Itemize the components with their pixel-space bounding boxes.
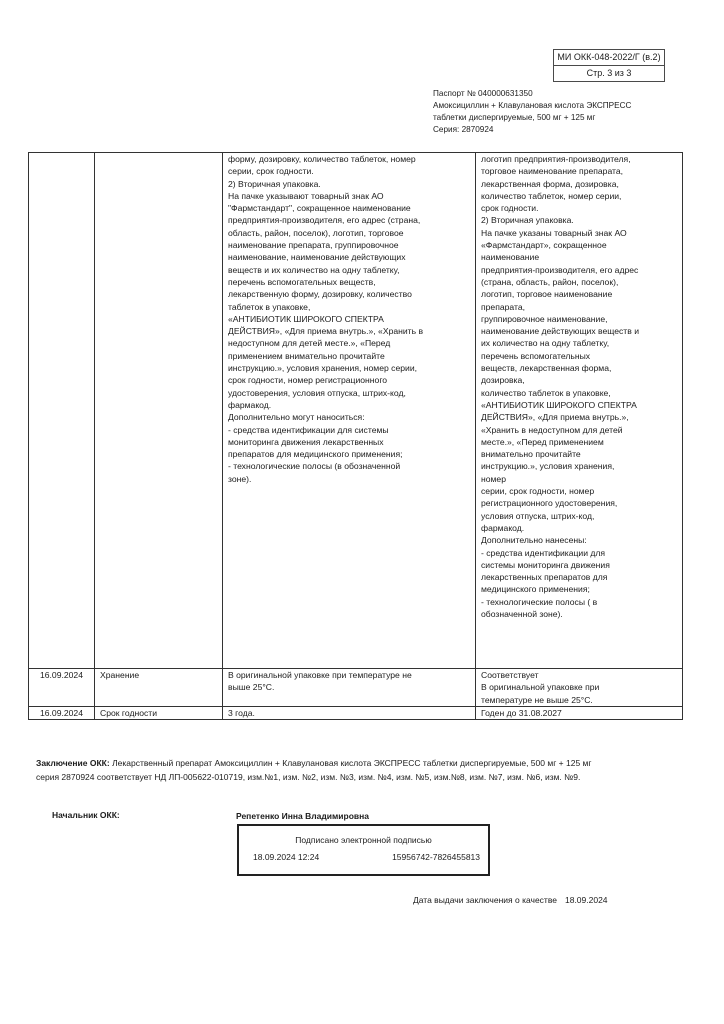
- product-form: таблетки диспергируемые, 500 мг + 125 мг: [433, 113, 596, 122]
- signature-title: Подписано электронной подписью: [295, 835, 432, 845]
- product-series: Серия: 2870924: [433, 125, 494, 134]
- page-number: Стр. 3 из 3: [586, 68, 632, 78]
- conclusion-text: Лекарственный препарат Амоксициллин + Клавулановая кислота ЭКСПРЕСС таблетки диспергируемые, 500 мг + 125 мг серия 2870924 соответствует НД ЛП-005622-010719, изм.№1, изм. №2, изм. №3, изм. №4, изм. №5, изм.№8, изм. №7, изм. №6, изм. №9.: [36, 758, 592, 782]
- row-result: Годен до 31.08.2027: [476, 706, 683, 719]
- issue-label: Дата выдачи заключения о качестве: [413, 895, 557, 905]
- row-result: логотип предприятия-производителя, торговое наименование препарата, лекарственная форма, дозировка, количество таблеток, номер серии, срок годности. 2) Вторичная упаковка. На пачке указаны товарный знак АО «Фармстандарт», сокращенное наименование предприятия-производителя, его адрес (страна, область, район, поселок), логотип, торговое наименование препарата, группировочное наименование, наименование действующих веществ и их количество на одну таблетку, перечень вспомогательных веществ, лекарственная форма, дозировка, количество таблеток в упаковке, «АНТИБИОТИК ШИРОКОГО СПЕКТРА ДЕЙСТВИЯ», «Для приема внутрь.», «Хранить в недоступном для детей месте.», «Перед применением внимательно прочитайте инструкцию.», условия хранения, номер серии, срок годности, номер регистрационного удостоверения, условия отпуска, штрих-код, фармакод. Дополнительно нанесены: - средства идентификации для системы мониторинга движения лекарственных препаратов для медицинского применения; - технологические полосы ( в обозначенной зоне).: [476, 153, 683, 669]
- table-row: [29, 669, 683, 707]
- chief-name: Репетенко Инна Владимировна: [236, 811, 369, 821]
- document-code: МИ ОКК-048-2022/Г (в.2): [554, 50, 664, 66]
- conclusion: [36, 757, 596, 784]
- row-date: [29, 153, 95, 669]
- product-name: Амоксициллин + Клавулановая кислота ЭКСПРЕСС: [433, 101, 632, 110]
- row-indicator: [95, 153, 223, 669]
- row-requirement: В оригинальной упаковке при температуре не выше 25°С.: [223, 669, 476, 707]
- row-requirement: 3 года.: [223, 706, 476, 719]
- row-date: 16.09.2024: [29, 669, 95, 707]
- table-row: [29, 153, 683, 669]
- row-requirement: форму, дозировку, количество таблеток, номер серии, срок годности. 2) Вторичная упаковка. На пачке указывают товарный знак АО "Фармстандарт", сокращенное наименование предприятия-производителя, его адрес (страна, область, район, поселок), логотип, торговое наименование препарата, группировочное наименование, наименование действующих веществ и их количество на одну таблетку, перечень вспомогательных веществ, лекарственную форму, дозировку, количество таблеток в упаковке, «АНТИБИОТИК ШИРОКОГО СПЕКТРА ДЕЙСТВИЯ», «Для приема внутрь.», «Хранить в недоступном для детей месте.», «Перед применением внимательно прочитайте инструкцию.», условия хранения, номер серии, срок годности, номер регистрационного удостоверения, условия отпуска, штрих-код, фармакод. Дополнительно могут наноситься: - средства идентификации для системы мониторинга движения лекарственных препаратов для медицинского применения; - технологические полосы (в обозначенной зоне).: [223, 153, 476, 669]
- table-row: [29, 706, 683, 719]
- passport-number: Паспорт № 040000631350: [433, 89, 533, 98]
- issue-date: 18.09.2024: [564, 895, 608, 905]
- issue-date-line: [413, 895, 608, 905]
- passport-block: [433, 88, 631, 136]
- document-code-box: [553, 49, 665, 82]
- electronic-signature-stamp: [237, 824, 490, 876]
- signature-datetime: 18.09.2024 12:24: [253, 852, 320, 862]
- conclusion-label: Заключение ОКК:: [36, 758, 110, 768]
- row-result: Соответствует В оригинальной упаковке при температуре не выше 25°С.: [476, 669, 683, 707]
- results-table: [28, 152, 683, 720]
- row-indicator: Срок годности: [95, 706, 223, 719]
- chief-label: Начальник ОКК:: [52, 810, 120, 820]
- row-date: 16.09.2024: [29, 706, 95, 719]
- row-indicator: Хранение: [95, 669, 223, 707]
- signature-id: 15956742-7826455813: [392, 852, 480, 862]
